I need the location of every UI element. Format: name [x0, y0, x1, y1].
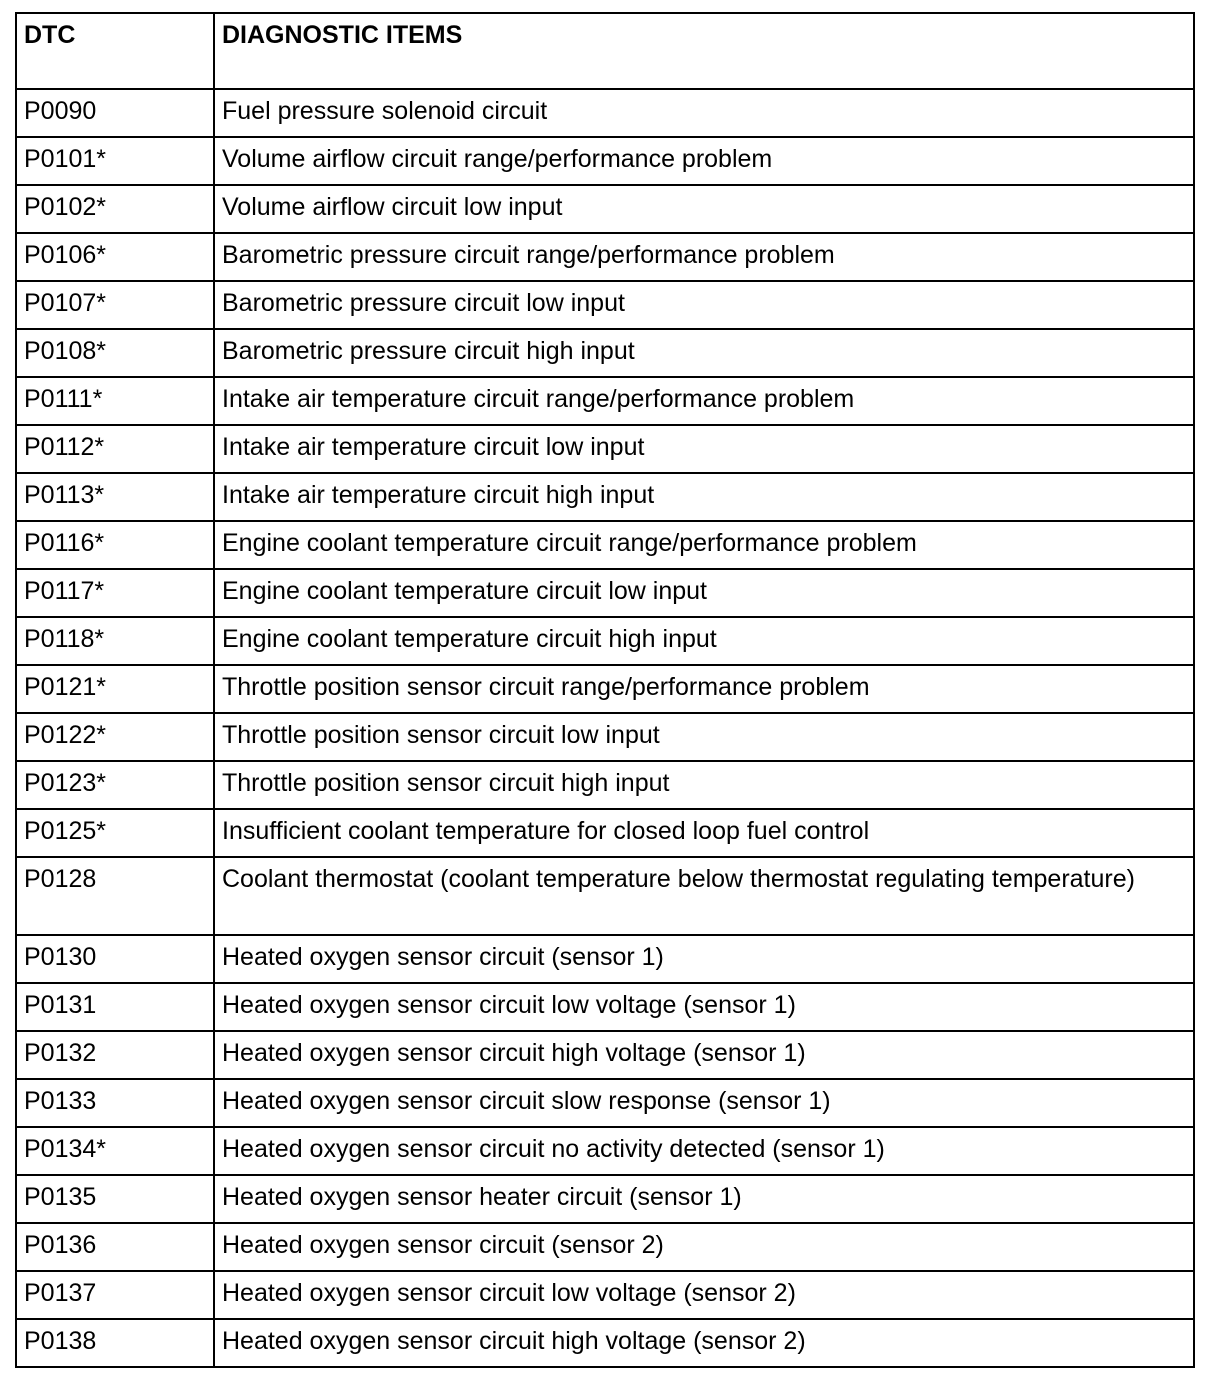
dtc-code: P0102* [16, 185, 214, 233]
diagnostic-item: Heated oxygen sensor heater circuit (sensor 1) [214, 1175, 1194, 1223]
dtc-code: P0116* [16, 521, 214, 569]
table-row [16, 377, 1194, 425]
dtc-code: P0133 [16, 1079, 214, 1127]
dtc-code: P0130 [16, 935, 214, 983]
table-row [16, 935, 1194, 983]
table-row [16, 1223, 1194, 1271]
diagnostic-item: Engine coolant temperature circuit range/performance problem [214, 521, 1194, 569]
diagnostic-item: Heated oxygen sensor circuit low voltage (sensor 2) [214, 1271, 1194, 1319]
diagnostic-item: Insufficient coolant temperature for closed loop fuel control [214, 809, 1194, 857]
dtc-code: P0111* [16, 377, 214, 425]
dtc-code: P0122* [16, 713, 214, 761]
table-row [16, 809, 1194, 857]
table-row [16, 281, 1194, 329]
column-header-dtc: DTC [16, 13, 214, 89]
dtc-code: P0107* [16, 281, 214, 329]
diagnostic-item: Coolant thermostat (coolant temperature below thermostat regulating temperature) [214, 857, 1194, 935]
dtc-code: P0101* [16, 137, 214, 185]
table-row [16, 473, 1194, 521]
diagnostic-item: Heated oxygen sensor circuit (sensor 2) [214, 1223, 1194, 1271]
column-header-diagnostic-items: DIAGNOSTIC ITEMS [214, 13, 1194, 89]
table-row [16, 521, 1194, 569]
diagnostic-item: Heated oxygen sensor circuit slow response (sensor 1) [214, 1079, 1194, 1127]
diagnostic-item: Engine coolant temperature circuit high input [214, 617, 1194, 665]
dtc-code: P0125* [16, 809, 214, 857]
dtc-code: P0113* [16, 473, 214, 521]
table-row [16, 857, 1194, 935]
table-row [16, 1127, 1194, 1175]
table-row [16, 1175, 1194, 1223]
table-header-row [16, 13, 1194, 89]
diagnostic-item: Throttle position sensor circuit high input [214, 761, 1194, 809]
dtc-code: P0121* [16, 665, 214, 713]
table-row [16, 185, 1194, 233]
diagnostic-item: Throttle position sensor circuit range/performance problem [214, 665, 1194, 713]
dtc-code: P0132 [16, 1031, 214, 1079]
dtc-table [15, 12, 1195, 1368]
table-row [16, 713, 1194, 761]
diagnostic-item: Heated oxygen sensor circuit high voltage (sensor 1) [214, 1031, 1194, 1079]
table-row [16, 233, 1194, 281]
table-row [16, 665, 1194, 713]
diagnostic-item: Barometric pressure circuit low input [214, 281, 1194, 329]
dtc-code: P0128 [16, 857, 214, 935]
diagnostic-item: Fuel pressure solenoid circuit [214, 89, 1194, 137]
table-row [16, 89, 1194, 137]
table-row [16, 329, 1194, 377]
diagnostic-item: Intake air temperature circuit range/performance problem [214, 377, 1194, 425]
diagnostic-item: Heated oxygen sensor circuit (sensor 1) [214, 935, 1194, 983]
table-row [16, 569, 1194, 617]
table-row [16, 761, 1194, 809]
table-row [16, 425, 1194, 473]
diagnostic-item: Barometric pressure circuit range/performance problem [214, 233, 1194, 281]
diagnostic-item: Heated oxygen sensor circuit no activity detected (sensor 1) [214, 1127, 1194, 1175]
dtc-code: P0090 [16, 89, 214, 137]
dtc-code: P0117* [16, 569, 214, 617]
diagnostic-item: Volume airflow circuit range/performance problem [214, 137, 1194, 185]
diagnostic-item: Heated oxygen sensor circuit low voltage (sensor 1) [214, 983, 1194, 1031]
diagnostic-item: Intake air temperature circuit low input [214, 425, 1194, 473]
dtc-code: P0137 [16, 1271, 214, 1319]
diagnostic-item: Throttle position sensor circuit low input [214, 713, 1194, 761]
diagnostic-item: Heated oxygen sensor circuit high voltage (sensor 2) [214, 1319, 1194, 1367]
dtc-code: P0131 [16, 983, 214, 1031]
dtc-code: P0118* [16, 617, 214, 665]
table-row [16, 1271, 1194, 1319]
table-row [16, 137, 1194, 185]
dtc-code: P0135 [16, 1175, 214, 1223]
dtc-code: P0123* [16, 761, 214, 809]
diagnostic-item: Intake air temperature circuit high input [214, 473, 1194, 521]
diagnostic-item: Engine coolant temperature circuit low input [214, 569, 1194, 617]
dtc-code: P0106* [16, 233, 214, 281]
dtc-code: P0136 [16, 1223, 214, 1271]
table-row [16, 1319, 1194, 1367]
table-row [16, 983, 1194, 1031]
diagnostic-item: Volume airflow circuit low input [214, 185, 1194, 233]
dtc-code: P0138 [16, 1319, 214, 1367]
dtc-code: P0134* [16, 1127, 214, 1175]
dtc-code: P0112* [16, 425, 214, 473]
dtc-code: P0108* [16, 329, 214, 377]
table-row [16, 1079, 1194, 1127]
diagnostic-item: Barometric pressure circuit high input [214, 329, 1194, 377]
table-row [16, 617, 1194, 665]
table-row [16, 1031, 1194, 1079]
